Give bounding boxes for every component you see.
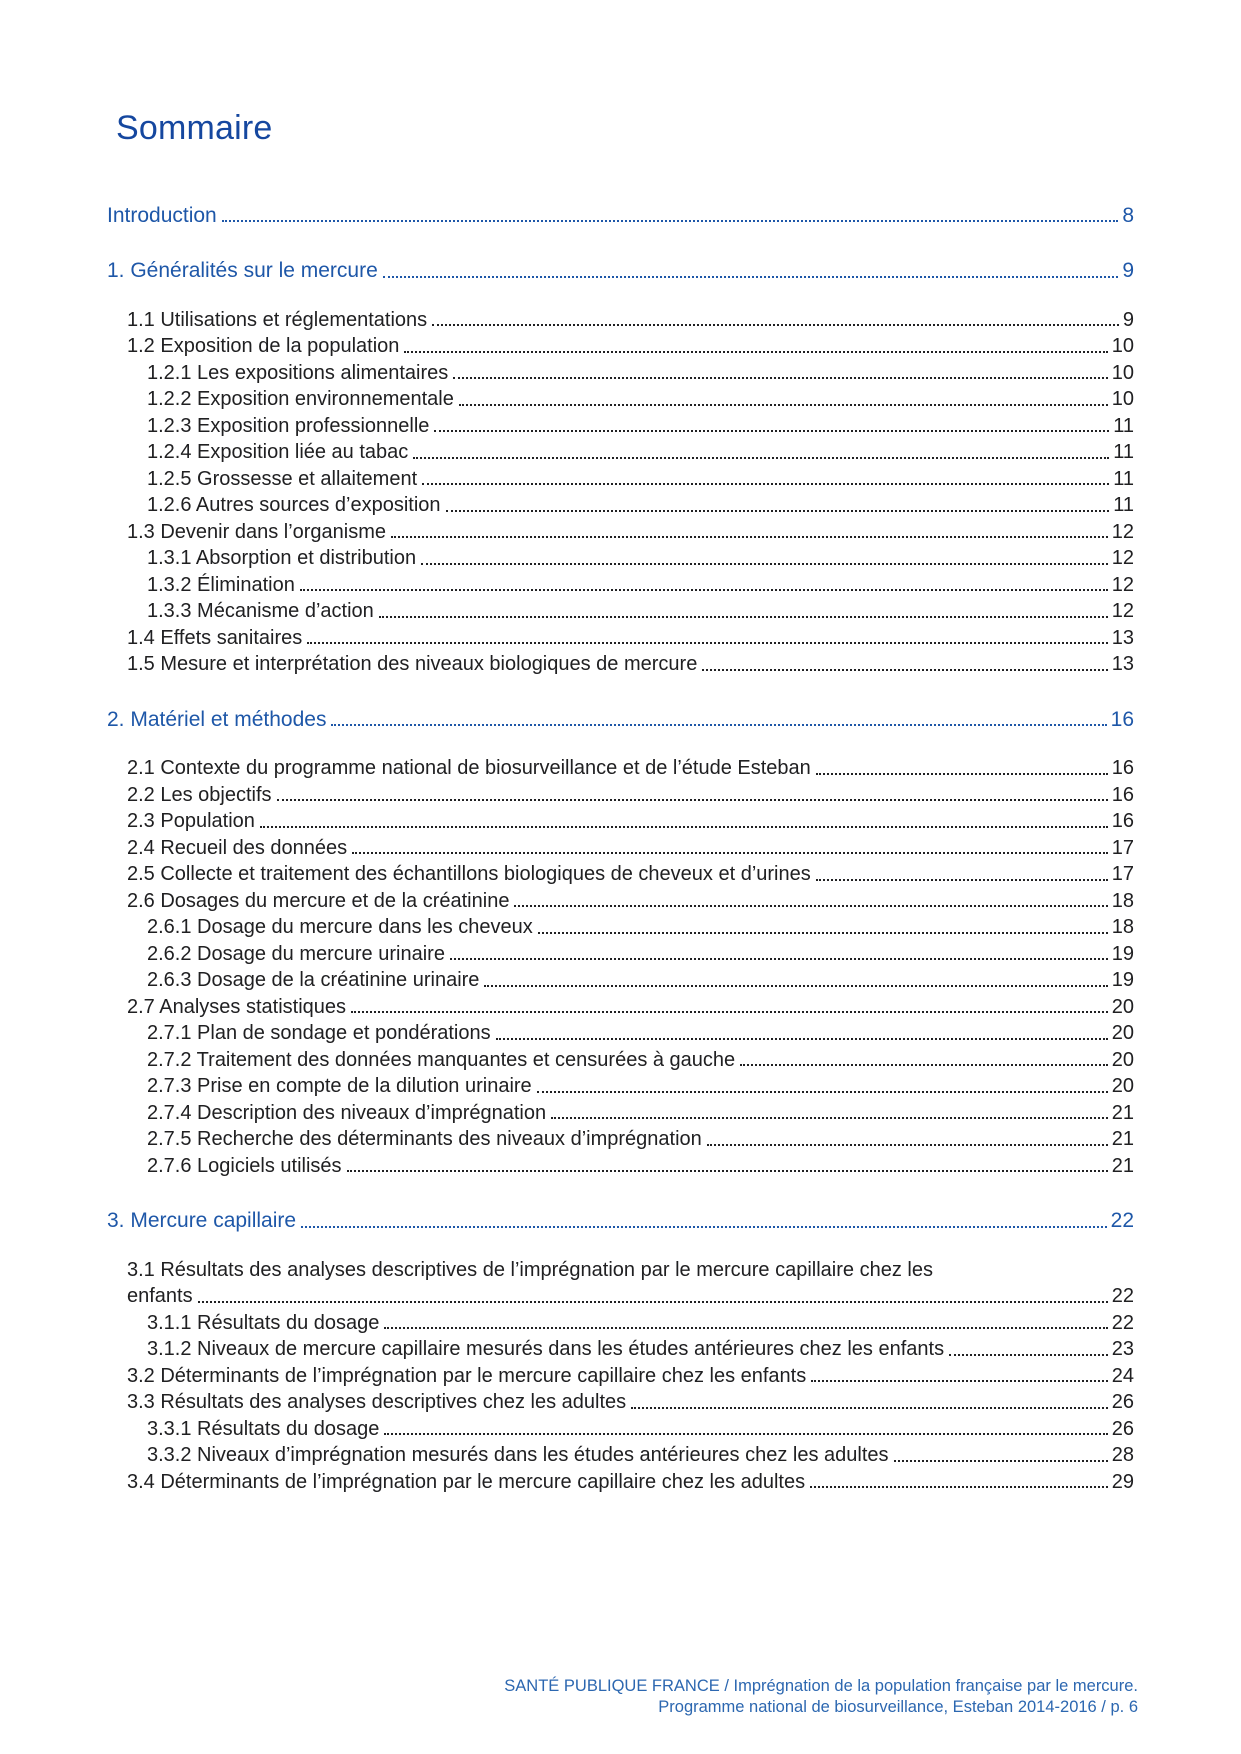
toc-entry-label: 3.3 Résultats des analyses descriptives chez les adultes <box>127 1391 627 1414</box>
toc-entry[interactable] <box>107 994 1134 1021</box>
toc-dot-leader <box>450 958 1108 960</box>
toc-entry-label: 2.7.6 Logiciels utilisés <box>147 1154 342 1177</box>
toc-dot-leader <box>391 536 1108 538</box>
toc-entry-label: 1.2 Exposition de la population <box>127 335 400 358</box>
toc-entry-label: 3.1 Résultats des analyses descriptives de l’imprégnation par le mercure capillaire chez les <box>127 1258 933 1281</box>
toc-entry-label: 2.6.3 Dosage de la créatinine urinaire <box>147 969 480 992</box>
toc-page-number: 16 <box>1111 783 1134 806</box>
toc-entry[interactable] <box>107 1153 1134 1180</box>
toc-entry[interactable] <box>107 1310 1134 1337</box>
toc-dot-leader <box>198 1301 1108 1303</box>
toc-page-number: 21 <box>1111 1101 1134 1124</box>
page-title: Sommaire <box>116 109 273 147</box>
toc-entry[interactable] <box>107 203 1134 230</box>
toc-page-number: 17 <box>1111 863 1134 886</box>
toc-entry-label: 1.3.3 Mécanisme d’action <box>147 600 374 623</box>
toc-dot-leader <box>352 852 1108 854</box>
toc-entry[interactable] <box>107 1257 1134 1284</box>
toc-page-number: 12 <box>1111 573 1134 596</box>
toc-dot-leader <box>347 1170 1108 1172</box>
toc-page-number: 29 <box>1111 1470 1134 1493</box>
toc-dot-leader <box>383 276 1119 278</box>
toc-page-number: 12 <box>1111 600 1134 623</box>
toc-entry-label: enfants <box>127 1285 193 1308</box>
toc-dot-leader <box>496 1038 1108 1040</box>
toc-dot-leader <box>300 589 1108 591</box>
toc-entry[interactable] <box>107 1389 1134 1416</box>
toc-entry[interactable] <box>107 1283 1134 1310</box>
toc-dot-leader <box>384 1433 1107 1435</box>
toc-entry-label: 2.2 Les objectifs <box>127 783 272 806</box>
toc-page-number: 20 <box>1111 1048 1134 1071</box>
toc-page-number: 13 <box>1111 653 1134 676</box>
toc-page-number: 22 <box>1111 1285 1134 1308</box>
toc-page-number: 18 <box>1111 889 1134 912</box>
toc-entry[interactable] <box>107 1073 1134 1100</box>
toc-dot-leader <box>894 1460 1108 1462</box>
toc-entry-label: 3.1.1 Résultats du dosage <box>147 1311 380 1334</box>
toc-dot-leader <box>537 1091 1108 1093</box>
toc-entry[interactable] <box>107 598 1134 625</box>
toc-dot-leader <box>260 826 1108 828</box>
toc-entry-label: 1.1 Utilisations et réglementations <box>127 308 428 331</box>
toc-entry[interactable] <box>107 519 1134 546</box>
toc-entry[interactable] <box>107 492 1134 519</box>
toc-dot-leader <box>422 483 1109 485</box>
toc-page-number: 16 <box>1111 757 1134 780</box>
toc-page-number: 11 <box>1113 494 1134 517</box>
toc-page-number: 9 <box>1122 308 1134 331</box>
toc-entry-label: 2.7 Analyses statistiques <box>127 995 347 1018</box>
toc-entry-label: 2.7.5 Recherche des déterminants des niveaux d’imprégnation <box>147 1128 702 1151</box>
toc-dot-leader <box>811 1380 1108 1382</box>
toc-page-number: 20 <box>1111 995 1134 1018</box>
toc-page-number: 28 <box>1111 1444 1134 1467</box>
toc-page-number: 21 <box>1111 1154 1134 1177</box>
toc-entry[interactable] <box>107 572 1134 599</box>
toc-entry-label: 1.3.1 Absorption et distribution <box>147 547 417 570</box>
toc-entry[interactable] <box>107 1336 1134 1363</box>
toc-page-number: 26 <box>1111 1417 1134 1440</box>
toc-entry-label: 2.7.1 Plan de sondage et pondérations <box>147 1022 491 1045</box>
toc-dot-leader <box>459 404 1108 406</box>
toc-entry[interactable] <box>107 914 1134 941</box>
toc-entry-label: 2.1 Contexte du programme national de biosurveillance et de l’étude Esteban <box>127 757 811 780</box>
toc-dot-leader <box>810 1486 1108 1488</box>
toc-page-number: 24 <box>1111 1364 1134 1387</box>
toc-page-number: 12 <box>1111 547 1134 570</box>
toc-entry-label: 2.7.4 Description des niveaux d’imprégnation <box>147 1101 547 1124</box>
toc-dot-leader <box>707 1144 1108 1146</box>
toc-entry[interactable] <box>107 545 1134 572</box>
toc-entry[interactable] <box>107 967 1134 994</box>
toc-page-number: 11 <box>1113 414 1134 437</box>
toc-entry-label: 2.6.1 Dosage du mercure dans les cheveux <box>147 916 533 939</box>
toc-page-number: 22 <box>1111 1311 1134 1334</box>
toc-page-number: 20 <box>1111 1022 1134 1045</box>
toc-dot-leader <box>404 351 1107 353</box>
toc-dot-leader <box>514 905 1107 907</box>
toc-entry[interactable] <box>107 808 1134 835</box>
toc-entry-label: 3. Mercure capillaire <box>107 1209 297 1233</box>
toc-page-number: 10 <box>1111 361 1134 384</box>
toc-entry-label: 1. Généralités sur le mercure <box>107 259 378 283</box>
toc-entry-label: 2.7.3 Prise en compte de la dilution urinaire <box>147 1075 532 1098</box>
toc-page-number: 22 <box>1110 1209 1134 1233</box>
toc-entry-label: Introduction <box>107 203 217 227</box>
toc-entry[interactable] <box>107 625 1134 652</box>
toc-entry-label: 2.3 Population <box>127 810 255 833</box>
toc-dot-leader <box>740 1064 1108 1066</box>
toc-entry[interactable] <box>107 755 1134 782</box>
page-content <box>107 0 1134 1495</box>
toc-entry[interactable] <box>107 1047 1134 1074</box>
footer-line-2: Programme national de biosurveillance, Esteban 2014-2016 / p. 6 <box>658 1697 1138 1716</box>
toc-entry-label: 1.2.5 Grossesse et allaitement <box>147 467 418 490</box>
toc-entry-label: 1.2.4 Exposition liée au tabac <box>147 441 409 464</box>
toc-entry-label: 1.5 Mesure et interprétation des niveaux biologiques de mercure <box>127 653 698 676</box>
toc-page-number: 19 <box>1111 969 1134 992</box>
toc-entry-label: 1.4 Effets sanitaires <box>127 626 303 649</box>
toc-dot-leader <box>222 220 1119 222</box>
toc-dot-leader <box>351 1011 1108 1013</box>
toc-dot-leader <box>538 932 1108 934</box>
toc-entry-label: 3.3.1 Résultats du dosage <box>147 1417 380 1440</box>
toc-entry[interactable] <box>107 360 1134 387</box>
toc-dot-leader <box>446 510 1110 512</box>
toc-dot-leader <box>551 1117 1108 1119</box>
toc-page-number: 18 <box>1111 916 1134 939</box>
toc-page-number: 17 <box>1111 836 1134 859</box>
toc-dot-leader <box>301 1226 1107 1228</box>
toc-page-number: 19 <box>1111 942 1134 965</box>
toc-page-number: 20 <box>1111 1075 1134 1098</box>
toc-page-number: 11 <box>1113 467 1134 490</box>
toc-dot-leader <box>453 377 1107 379</box>
page-footer <box>107 1676 1138 1717</box>
toc-dot-leader <box>434 430 1109 432</box>
toc-entry-label: 1.3 Devenir dans l’organisme <box>127 520 387 543</box>
toc-page-number: 8 <box>1122 203 1134 227</box>
toc-entry[interactable] <box>107 386 1134 413</box>
toc-page-number: 16 <box>1111 810 1134 833</box>
toc-page-number: 11 <box>1113 441 1134 464</box>
toc-page-number: 21 <box>1111 1128 1134 1151</box>
toc-page-number: 10 <box>1111 335 1134 358</box>
toc-entry[interactable] <box>107 835 1134 862</box>
toc-dot-leader <box>484 985 1107 987</box>
toc-entry-label: 2.7.2 Traitement des données manquantes et censurées à gauche <box>147 1048 736 1071</box>
toc-page-number: 10 <box>1111 388 1134 411</box>
toc-entry[interactable] <box>107 651 1134 678</box>
toc-entry[interactable] <box>107 1020 1134 1047</box>
toc-entry-label: 2.6.2 Dosage du mercure urinaire <box>147 942 445 965</box>
toc-dot-leader <box>631 1407 1108 1409</box>
toc-entry[interactable] <box>107 1100 1134 1127</box>
toc-page-number: 26 <box>1111 1391 1134 1414</box>
toc-page-number: 12 <box>1111 520 1134 543</box>
toc-entry[interactable] <box>107 258 1134 285</box>
toc-entry[interactable] <box>107 707 1134 734</box>
toc-entry[interactable] <box>107 1208 1134 1235</box>
toc-entry-label: 1.2.3 Exposition professionnelle <box>147 414 430 437</box>
toc-dot-leader <box>816 773 1108 775</box>
toc-entry[interactable] <box>107 1126 1134 1153</box>
toc-entry[interactable] <box>107 413 1134 440</box>
toc-dot-leader <box>413 457 1109 459</box>
toc-entry-label: 3.1.2 Niveaux de mercure capillaire mesurés dans les études antérieures chez les enfants <box>147 1338 945 1361</box>
toc-entry[interactable] <box>107 1442 1134 1469</box>
toc-entry[interactable] <box>107 466 1134 493</box>
toc <box>107 203 1134 1496</box>
toc-entry-label: 3.3.2 Niveaux d’imprégnation mesurés dans les études antérieures chez les adultes <box>147 1444 889 1467</box>
toc-dot-leader <box>421 563 1108 565</box>
footer-line-1: SANTÉ PUBLIQUE FRANCE / Imprégnation de la population française par le mercure. <box>504 1677 1138 1695</box>
toc-entry[interactable] <box>107 333 1134 360</box>
toc-entry-label: 1.2.1 Les expositions alimentaires <box>147 361 449 384</box>
toc-entry[interactable] <box>107 1469 1134 1496</box>
toc-page-number: 13 <box>1111 626 1134 649</box>
toc-entry[interactable] <box>107 1363 1134 1390</box>
toc-dot-leader <box>307 642 1107 644</box>
toc-entry-label: 2.4 Recueil des données <box>127 836 348 859</box>
toc-dot-leader <box>816 879 1108 881</box>
toc-entry-label: 3.4 Déterminants de l’imprégnation par le mercure capillaire chez les adultes <box>127 1470 806 1493</box>
toc-entry[interactable] <box>107 439 1134 466</box>
toc-entry-label: 2.5 Collecte et traitement des échantillons biologiques de cheveux et d’urines <box>127 863 811 886</box>
toc-entry[interactable] <box>107 782 1134 809</box>
toc-dot-leader <box>379 616 1108 618</box>
toc-dot-leader <box>949 1354 1108 1356</box>
toc-dot-leader <box>277 799 1108 801</box>
toc-entry-label: 1.2.2 Exposition environnementale <box>147 388 454 411</box>
toc-entry[interactable] <box>107 861 1134 888</box>
toc-entry-label: 1.3.2 Élimination <box>147 573 295 596</box>
toc-entry-label: 3.2 Déterminants de l’imprégnation par le mercure capillaire chez les enfants <box>127 1364 807 1387</box>
toc-dot-leader <box>384 1327 1107 1329</box>
toc-entry[interactable] <box>107 307 1134 334</box>
toc-entry[interactable] <box>107 888 1134 915</box>
toc-page-number: 23 <box>1111 1338 1134 1361</box>
toc-page-number: 16 <box>1110 707 1134 731</box>
toc-entry[interactable] <box>107 1416 1134 1443</box>
toc-entry-label: 2. Matériel et méthodes <box>107 707 327 731</box>
toc-entry-label: 2.6 Dosages du mercure et de la créatinine <box>127 889 510 912</box>
toc-page-number: 9 <box>1122 259 1134 283</box>
toc-dot-leader <box>702 669 1107 671</box>
toc-dot-leader <box>331 724 1106 726</box>
toc-entry-label: 1.2.6 Autres sources d’exposition <box>147 494 441 517</box>
toc-dot-leader <box>432 324 1119 326</box>
toc-entry[interactable] <box>107 941 1134 968</box>
